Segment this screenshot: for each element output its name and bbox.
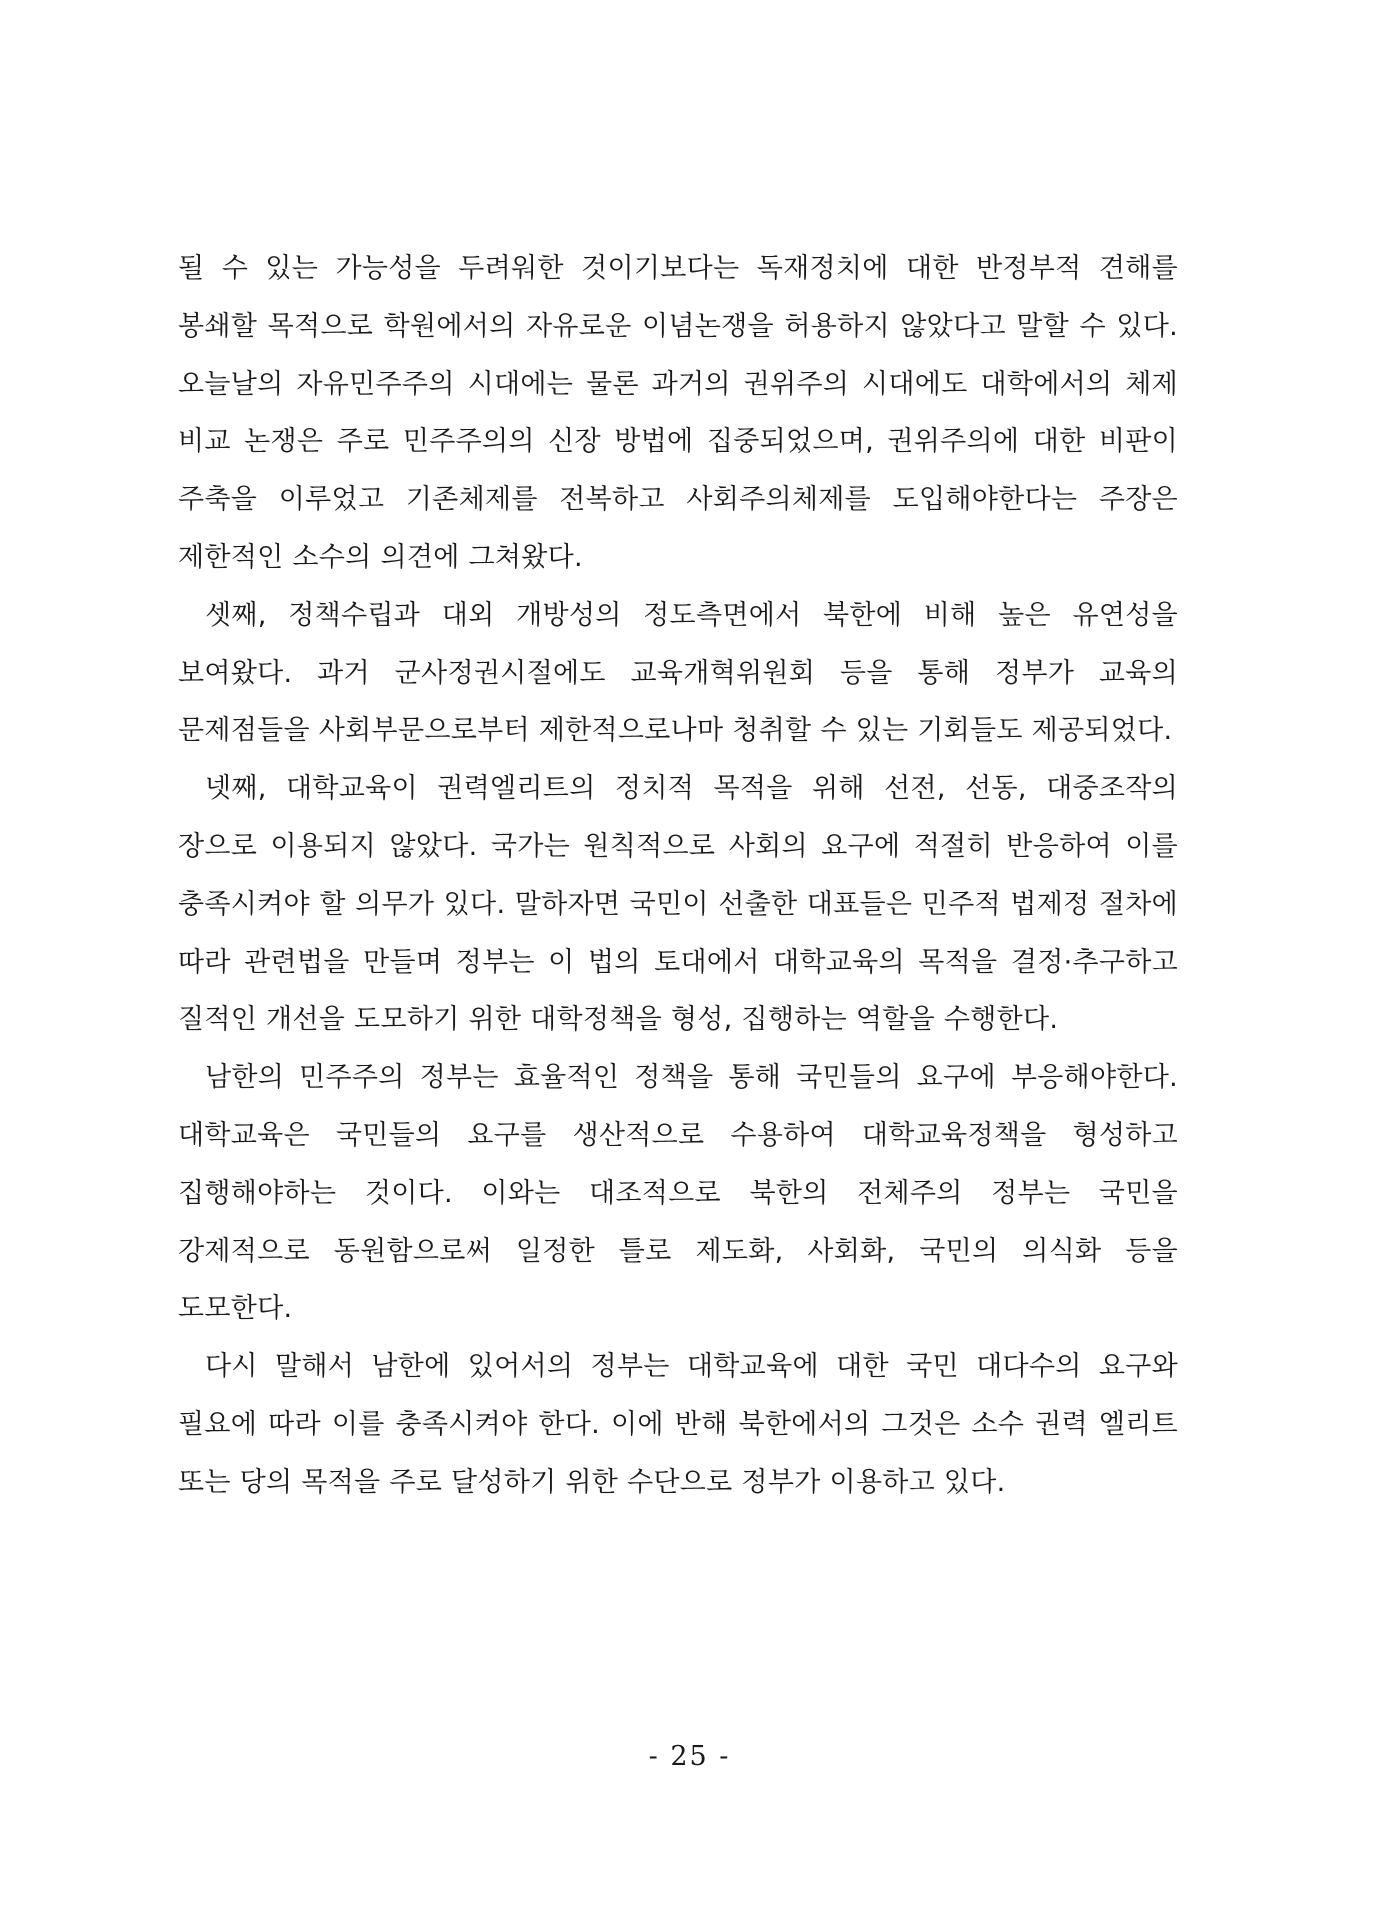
paragraph-4: 남한의 민주주의 정부는 효율적인 정책을 통해 국민들의 요구에 부응해야한다. 대학교육은 국민들의 요구를 생산적으로 수용하여 대학교육정책을 형성하고 집행해야하는 것이다. 이와는 대조적으로 북한의 전체주의 정부는 국민을 강제적으로 동원함으로써 일정한 틀로 제도화, 사회화, 국민의 의식화 등을 도모한다. [178, 1062, 1178, 1325]
page-number: - 25 - [648, 1741, 731, 1772]
paragraph-3: 넷째, 대학교육이 권력엘리트의 정치적 목적을 위해 선전, 선동, 대중조작의 장으로 이용되지 않았다. 국가는 원칙적으로 사회의 요구에 적절히 반응하여 이를 충족시켜야 할 의무가 있다. 말하자면 국민이 선출한 대표들은 민주적 법제정 절차에 따라 관련법을 만들며 정부는 이 법의 토대에서 대학교육의 목적을 결정·추구하고 질적인 개선을 도모하기 위한 대학정책을 형성, 집행하는 역할을 수행한다. [178, 773, 1178, 1036]
paragraph-1: 될 수 있는 가능성을 두려워한 것이기보다는 독재정치에 대한 반정부적 견해를 봉쇄할 목적으로 학원에서의 자유로운 이념논쟁을 허용하지 않았다고 말할 수 있다. 오늘날의 자유민주주의 시대에는 물론 과거의 권위주의 시대에도 대학에서의 체제 비교 논쟁은 주로 민주주의의 신장 방법에 집중되었으며, 권위주의에 대한 비판이 주축을 이루었고 기존체제를 전복하고 사회주의체제를 도입해야한다는 주장은 제한적인 소수의 의견에 그쳐왔다. [178, 253, 1178, 573]
paragraph-2: 셋째, 정책수립과 대외 개방성의 정도측면에서 북한에 비해 높은 유연성을 보여왔다. 과거 군사정권시절에도 교육개혁위원회 등을 통해 정부가 교육의 문제점들을 사회부문으로부터 제한적으로나마 청취할 수 있는 기회들도 제공되었다. [178, 599, 1178, 747]
body-text [178, 240, 1178, 1512]
paragraph-5: 다시 말해서 남한에 있어서의 정부는 대학교육에 대한 국민 대다수의 요구와 필요에 따라 이를 충족시켜야 한다. 이에 반해 북한에서의 그것은 소수 권력 엘리트 또는 당의 목적을 주로 달성하기 위한 수단으로 정부가 이용하고 있다. [178, 1351, 1178, 1498]
